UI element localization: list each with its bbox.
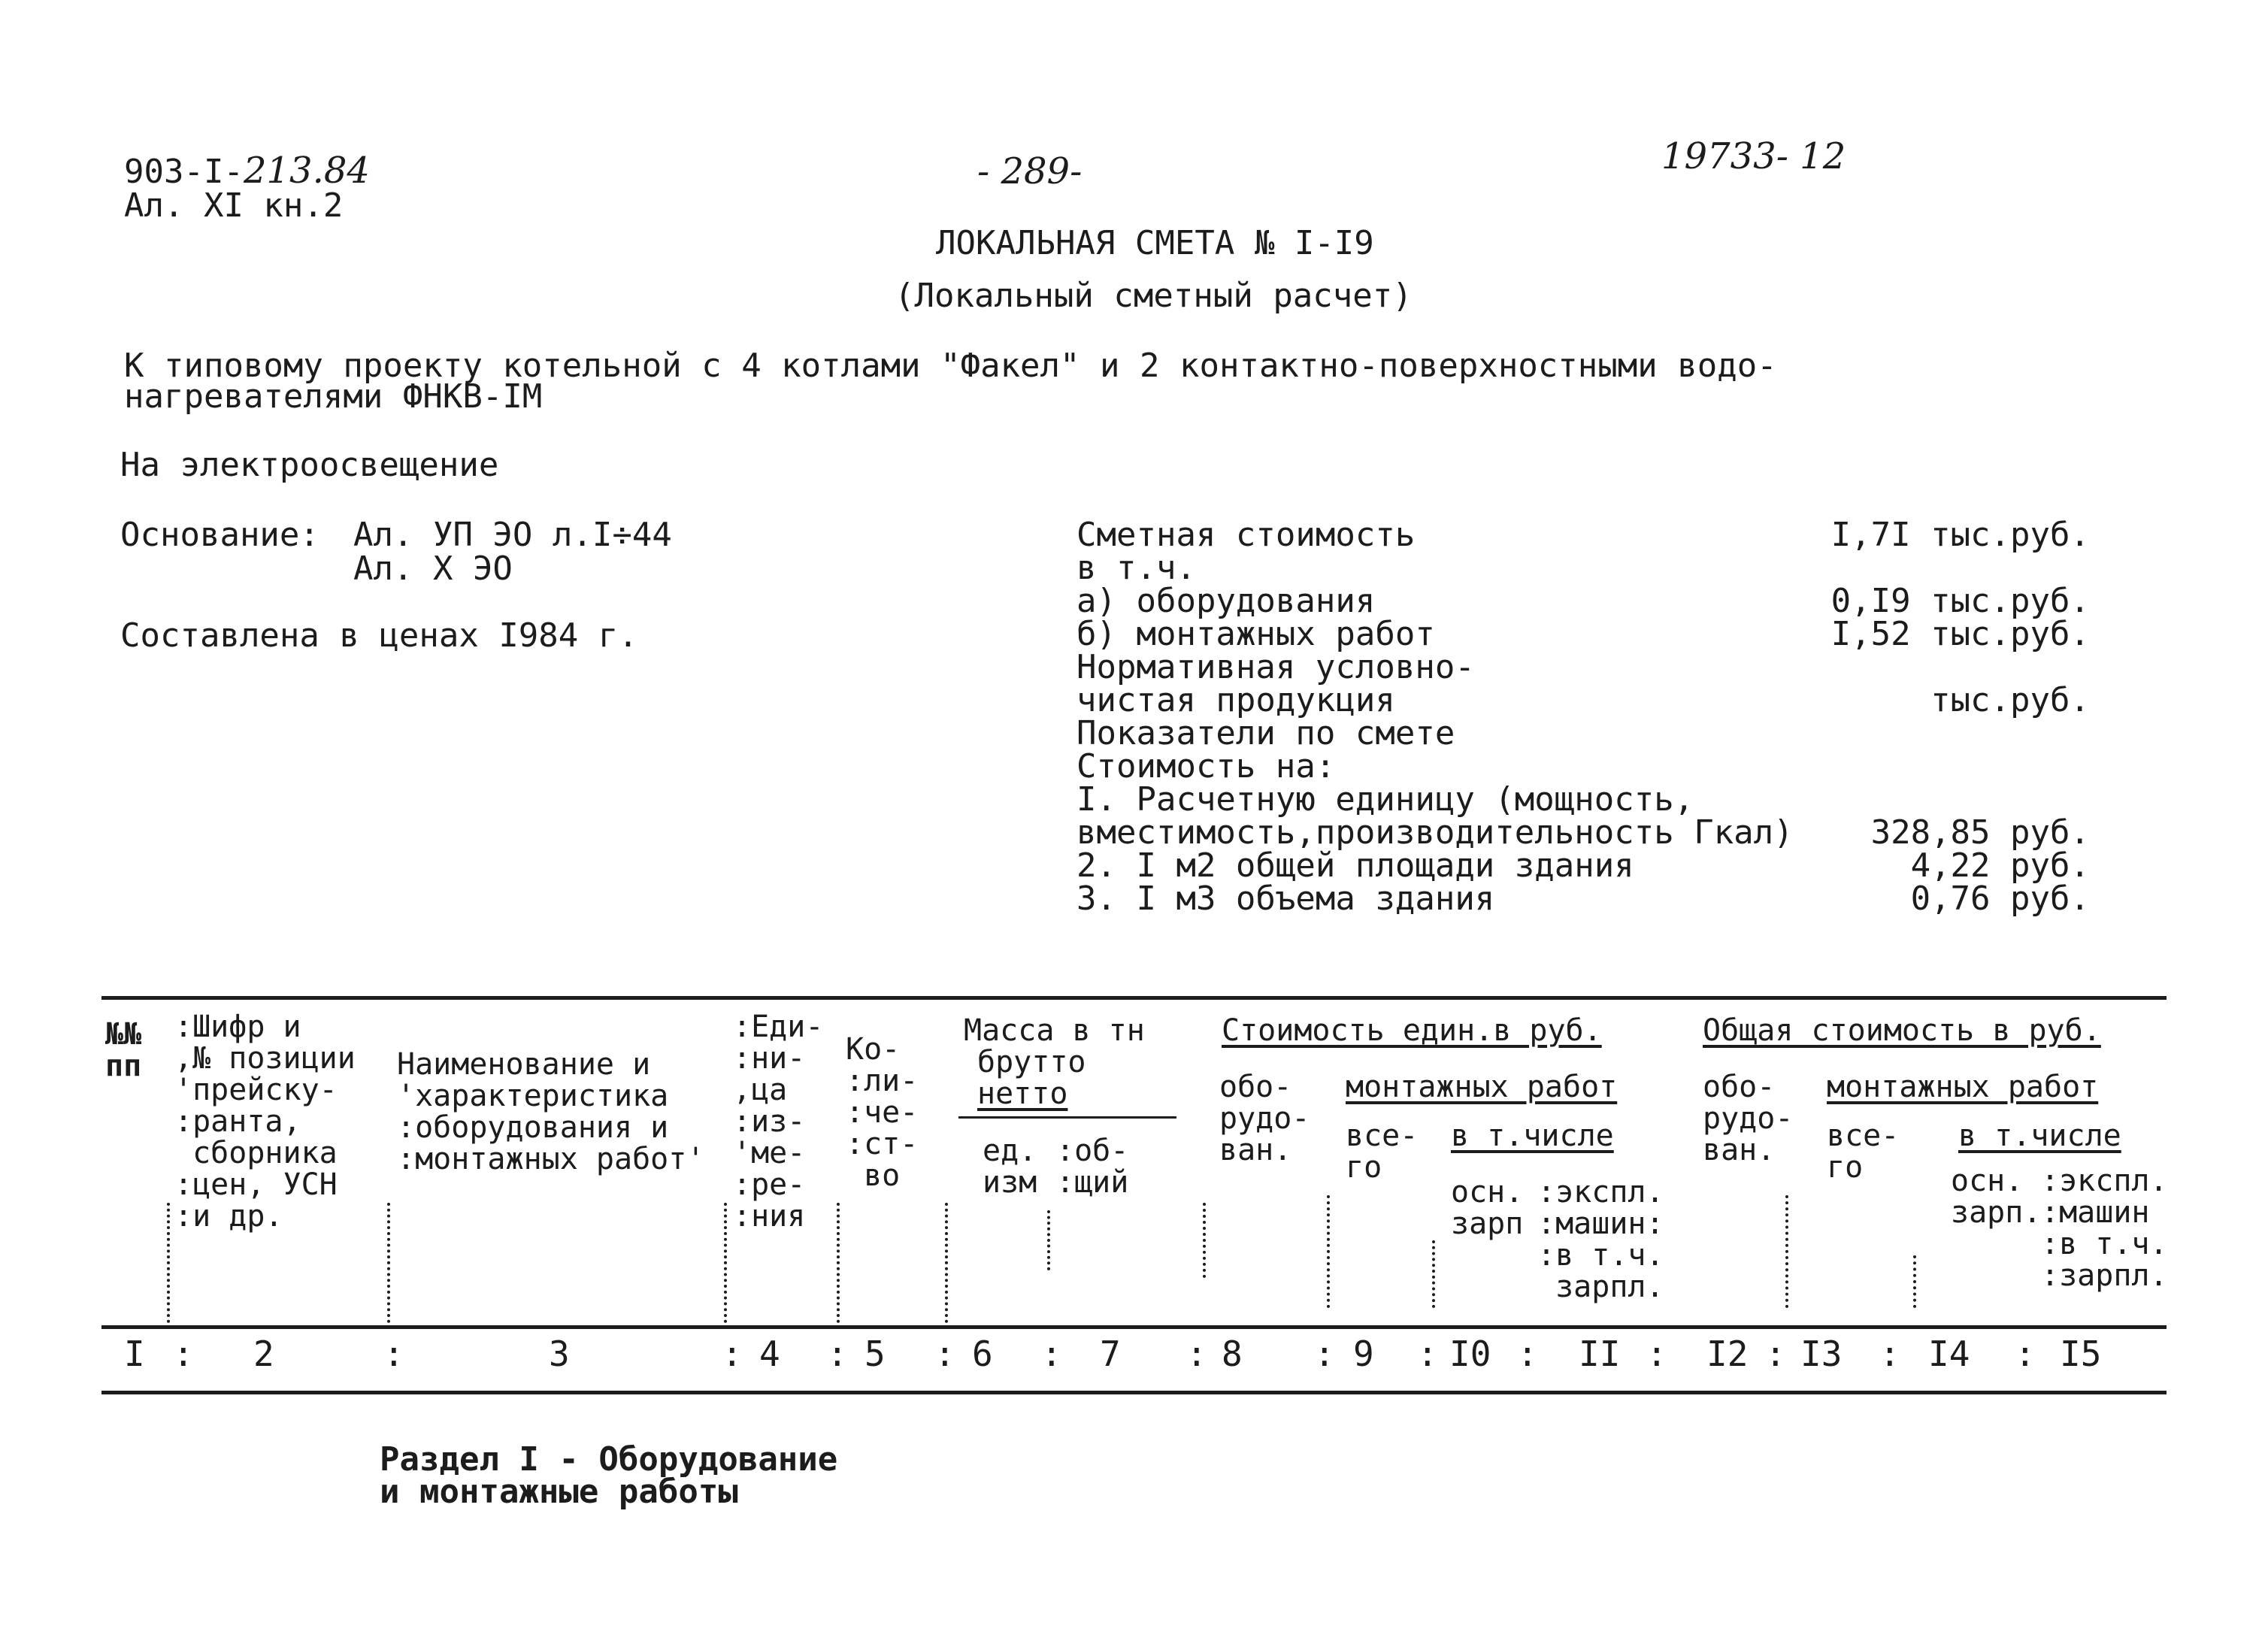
column-number: I4 (1928, 1334, 1970, 1374)
col-header-mount-unit: монтажных работ (1346, 1070, 1618, 1104)
summary-label: Показатели по смете (1076, 714, 1455, 752)
col-header-salary-unit: осн. зарп (1451, 1175, 1524, 1241)
summary-label: Сметная стоимость (1076, 516, 1416, 554)
column-number: 6 (972, 1334, 993, 1374)
column-separator (387, 1203, 390, 1323)
column-number: 2 (253, 1334, 274, 1374)
column-separator (837, 1203, 840, 1323)
summary-value (1729, 717, 2090, 750)
project-line-1: К типовому проекту котельной с 4 котлами "Факел" и 2 контактно-поверхностными водо- (124, 347, 1777, 385)
summary-label: I. Расчетную единицу (мощность, (1076, 780, 1694, 819)
table-bottom-rule (101, 1391, 2167, 1394)
document-code-handwritten: 213.84 (243, 150, 370, 192)
column-number: 9 (1353, 1334, 1374, 1374)
basis-line-2: Ал. X ЭО (353, 550, 513, 588)
column-number: 7 (1100, 1334, 1121, 1374)
summary-label: Стоимость на: (1076, 747, 1336, 786)
col-header-mass-netto: нетто (977, 1076, 1068, 1111)
summary-value: I,52 тыс.руб. (1830, 615, 2090, 653)
album-line: Ал. XI кн.2 (124, 186, 344, 225)
column-separator (1327, 1195, 1330, 1308)
summary-label: б) монтажных работ (1076, 615, 1435, 653)
subject-line: На электроосвещение (120, 446, 499, 484)
summary-value: тыс.руб. (1930, 681, 2090, 719)
summary-label: 2. I м2 общей площади здания (1076, 846, 1634, 885)
col-header-machines-total: :экспл. :машин :в т.ч. :зарпл. (2041, 1164, 2168, 1293)
summary-value: 0,76 руб. (1910, 880, 2090, 918)
compiled-line: Составлена в ценах I984 г. (120, 616, 638, 655)
col-header-incl-unit: в т.числе (1451, 1119, 1614, 1153)
column-separator (1785, 1195, 1788, 1308)
column-number: I2 (1706, 1334, 1749, 1374)
column-separator (1203, 1203, 1206, 1278)
summary-label: в т.ч. (1076, 549, 1196, 587)
column-separator (724, 1203, 727, 1323)
column-number: 5 (865, 1334, 886, 1374)
col-header-all-total: все- го (1827, 1119, 1900, 1185)
page-title: ЛОКАЛЬНАЯ СМЕТА № I-I9 (936, 224, 1374, 262)
column-separator (1047, 1210, 1050, 1270)
column-number: II (1579, 1334, 1621, 1374)
col-header-quantity: Ко- :ли- :че- :ст- во (846, 1032, 919, 1193)
document-code-printed: 903-I- (124, 153, 244, 191)
column-number: I (124, 1334, 145, 1374)
column-number: 8 (1222, 1334, 1243, 1374)
summary-value (1729, 552, 2090, 585)
summary-value: 328,85 руб. (1870, 813, 2090, 852)
col-header-mass: Масса в тн (964, 1013, 1145, 1048)
summary-value (1729, 750, 2090, 783)
col-header-mount-total: монтажных работ (1827, 1070, 2099, 1104)
summary-value (1729, 783, 2090, 816)
summary-labels (1076, 516, 1794, 918)
document-code (124, 150, 370, 192)
column-number: I5 (2060, 1334, 2102, 1374)
table-top-rule (101, 996, 2167, 1000)
summary-label: вместимость,производительность Гкал) (1076, 813, 1794, 852)
column-number: 3 (549, 1334, 570, 1374)
column-number: 4 (759, 1334, 780, 1374)
summary-value: 4,22 руб. (1910, 846, 2090, 885)
project-line-2: нагревателями ФНКВ-IM (124, 377, 543, 416)
col-header-salary-total: осн. зарп. (1951, 1164, 2042, 1230)
basis-line-1: Ал. УП ЭО л.I÷44 (353, 516, 672, 554)
col-header-unit: :Еди- :ни- ,ца :из- 'ме- :ре- :ния (733, 1010, 824, 1234)
col-header-equip-unit: обо- рудо- ван. (1219, 1070, 1310, 1167)
col-header-machines-unit: :экспл. :машин: :в т.ч. зарпл. (1537, 1175, 1664, 1304)
col-header-name: Наименование и 'характеристика :оборудования и :монтажных работ' (397, 1047, 705, 1176)
col-header-number: №№ пп (105, 1017, 142, 1083)
column-separator (167, 1203, 170, 1323)
col-header-code: :Шифр и ,№ позиции 'прейску- :ранта, сборника :цен, УСН :и др. (174, 1010, 356, 1234)
basis-label: Основание: (120, 516, 319, 554)
col-header-unit-cost: Стоимость един.в руб. (1222, 1013, 1602, 1048)
sheet-code: 19733- 12 (1661, 135, 1846, 177)
summary-value: I,7I тыс.руб. (1830, 516, 2090, 554)
summary-label: а) оборудования (1076, 582, 1376, 620)
column-number: I3 (1800, 1334, 1843, 1374)
summary-value: 0,I9 тыс.руб. (1830, 582, 2090, 620)
column-separator (1913, 1255, 1916, 1308)
column-number: I0 (1449, 1334, 1491, 1374)
column-separator (1432, 1240, 1435, 1308)
summary-label: Нормативная условно- (1076, 648, 1475, 686)
col-header-mass-total: :об- :щий (1056, 1134, 1129, 1200)
mass-divider (958, 1116, 1176, 1119)
col-header-total-cost: Общая стоимость в руб. (1703, 1013, 2101, 1048)
table-header-rule (101, 1325, 2167, 1329)
col-header-incl-total: в т.числе (1958, 1119, 2121, 1153)
page-subtitle: (Локальный сметный расчет) (895, 277, 1413, 315)
section-title-line-2: и монтажные работы (380, 1473, 738, 1511)
col-header-equip-total: обо- рудо- ван. (1703, 1070, 1794, 1167)
col-header-mass-brutto: брутто (977, 1045, 1086, 1079)
summary-label: чистая продукция (1076, 681, 1395, 719)
summary-values (1729, 516, 2090, 918)
col-header-all-unit: все- го (1346, 1119, 1419, 1185)
column-separator (945, 1203, 948, 1323)
summary-label: 3. I м3 объема здания (1076, 880, 1495, 918)
summary-value (1729, 651, 2090, 684)
section-title-line-1: Раздел I - Оборудование (380, 1440, 838, 1479)
page-number: - 289- (977, 150, 1083, 192)
col-header-mass-unit: ед. изм (983, 1134, 1037, 1200)
